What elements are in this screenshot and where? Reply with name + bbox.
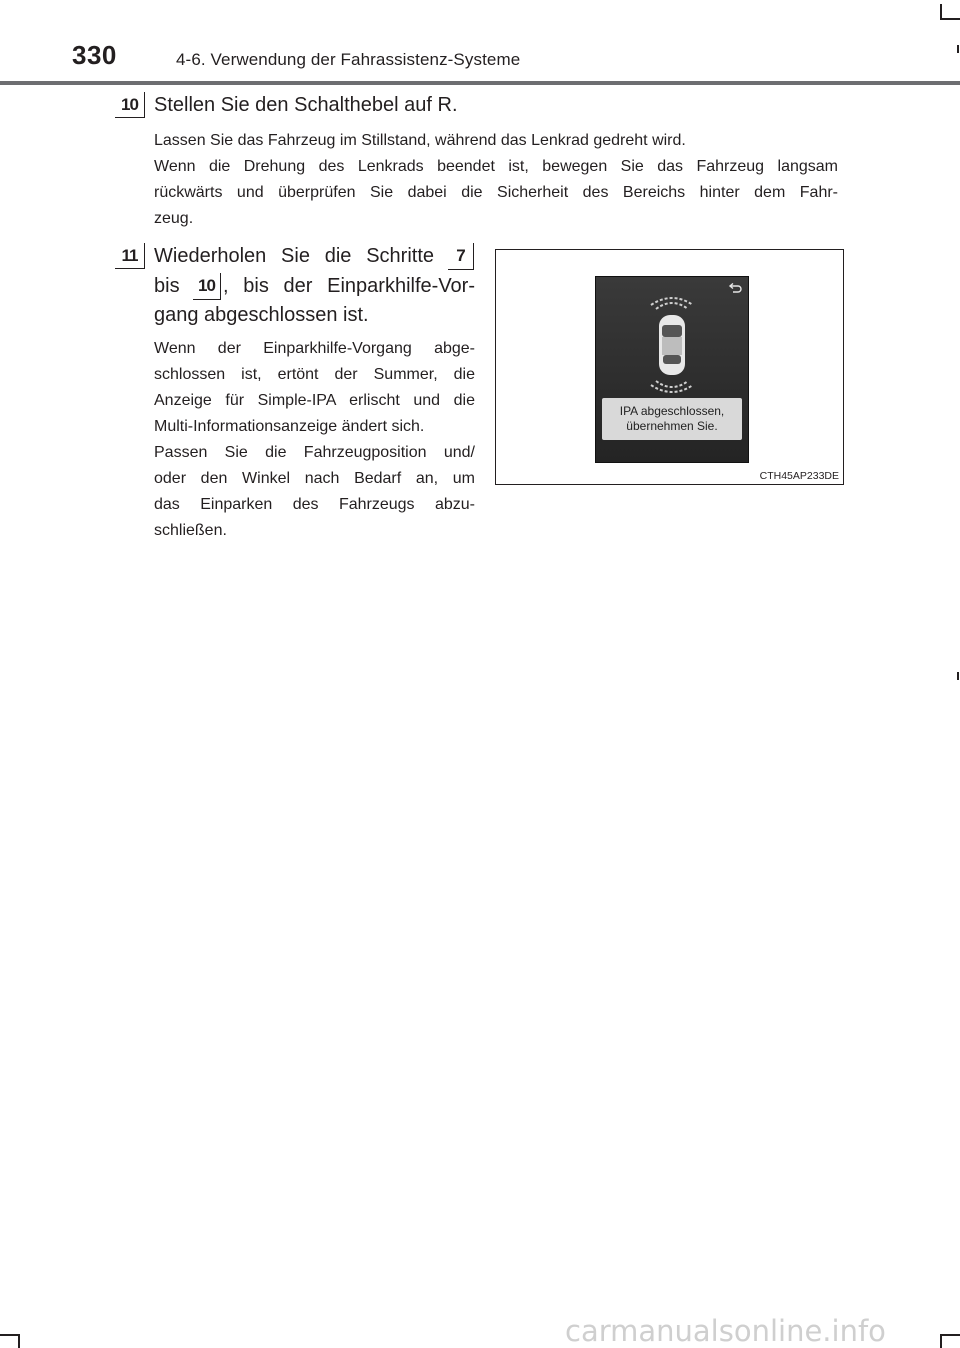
step-text-line: Wenn die Drehung des Lenkrads beendet ist, bewegen Sie das Fahrzeug langsam bbox=[154, 158, 838, 175]
status-message bbox=[602, 398, 742, 440]
step-text-line: das Einparken des Fahrzeugs abzu- bbox=[154, 496, 475, 513]
step-text-line: Lassen Sie das Fahrzeug im Stillstand, während das Lenkrad gedreht wird. bbox=[154, 132, 686, 149]
crop-mark bbox=[940, 18, 960, 20]
step-number-badge: 11 bbox=[115, 243, 145, 269]
illustration-frame bbox=[495, 249, 844, 485]
step-title-line: , bis der Einparkhilfe-Vor- bbox=[223, 275, 475, 297]
step-number-badge: 10 bbox=[115, 92, 145, 118]
step-title-word: bis bbox=[154, 275, 180, 297]
watermark: carmanualsonline.info bbox=[565, 1314, 886, 1348]
return-icon bbox=[728, 283, 742, 295]
step-text-line: Anzeige für Simple-IPA erlischt und die bbox=[154, 392, 475, 409]
crop-mark bbox=[957, 45, 959, 53]
step-text-line: Passen Sie die Fahrzeugposition und/ bbox=[154, 444, 475, 461]
step-title-line: gang abgeschlossen ist. bbox=[154, 304, 369, 326]
crop-mark bbox=[957, 672, 959, 680]
multi-information-display bbox=[595, 276, 749, 463]
crop-mark bbox=[18, 1334, 20, 1348]
step-text-line: oder den Winkel nach Bedarf an, um bbox=[154, 470, 475, 487]
crop-mark bbox=[940, 1334, 942, 1348]
step-text-line: rückwärts und überprüfen Sie dabei die Sicherheit des Bereichs hinter dem Fahr- bbox=[154, 184, 838, 201]
step-text-line: Wenn der Einparkhilfe-Vorgang abge- bbox=[154, 340, 475, 357]
sensor-arcs-icon bbox=[642, 295, 702, 395]
step-reference-badge: 7 bbox=[448, 243, 474, 270]
figure-code: CTH45AP233DE bbox=[759, 470, 839, 482]
page-number: 330 bbox=[72, 40, 117, 70]
step-reference-badge: 10 bbox=[193, 273, 221, 300]
crop-mark bbox=[940, 1334, 960, 1336]
step-text-line: Multi-Informationsanzeige ändert sich. bbox=[154, 418, 425, 435]
section-title: 4-6. Verwendung der Fahrassistenz-Systeme bbox=[176, 50, 521, 69]
status-message-line: IPA abgeschlossen, bbox=[619, 404, 725, 418]
step-text-line: schließen. bbox=[154, 522, 227, 539]
status-message-line: übernehmen Sie. bbox=[626, 419, 718, 433]
step-text-line: zeug. bbox=[154, 210, 194, 227]
header-rule bbox=[0, 81, 960, 85]
step-text-line: schlossen ist, ertönt der Summer, die bbox=[154, 366, 475, 383]
crop-mark bbox=[940, 4, 942, 18]
step-title-line: Wiederholen Sie die Schritte bbox=[154, 245, 434, 267]
car-icon bbox=[659, 315, 685, 375]
crop-mark bbox=[0, 1334, 18, 1336]
step-title: Stellen Sie den Schalthebel auf R. bbox=[154, 94, 458, 116]
